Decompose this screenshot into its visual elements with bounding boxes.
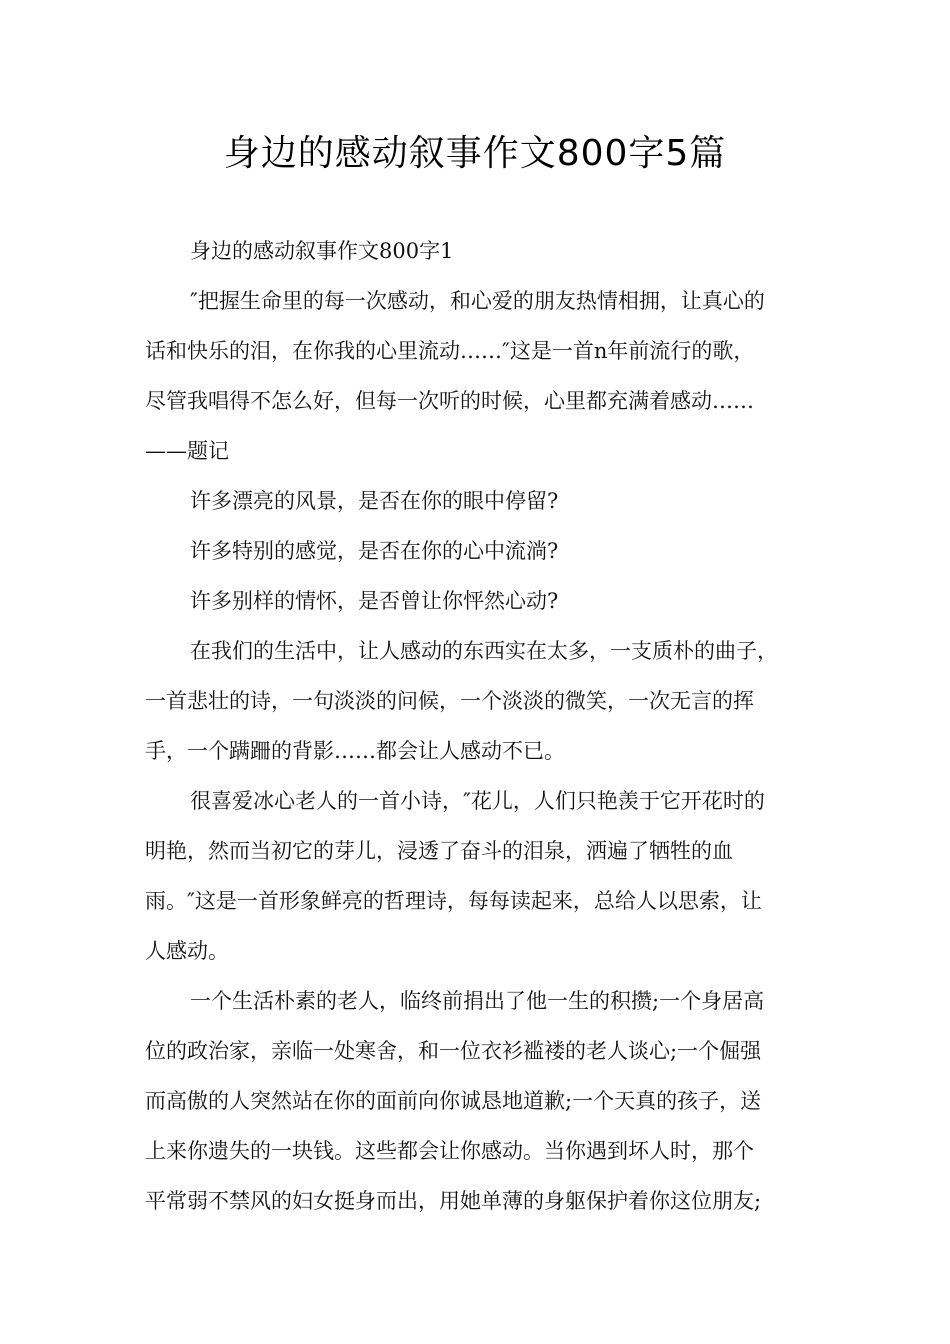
text-line: 许多漂亮的风景，是否在你的眼中停留? [190,489,559,513]
text-line: 很喜爱冰心老人的一首小诗，″花儿，人们只艳羡于它开花时的 [190,789,765,813]
text-line: 一首悲壮的诗，一句淡淡的问候，一个淡淡的微笑，一次无言的挥 [145,689,754,713]
text-line: 一个生活朴素的老人，临终前捐出了他一生的积攒;一个身居高 [190,989,765,1013]
text-line: 许多别样的情怀，是否曾让你怦然心动? [190,589,559,613]
text-line: 在我们的生活中，让人感动的东西实在太多，一支质朴的曲子， [190,639,778,663]
document-body [145,226,810,1226]
text-line: 上来你遗失的一块钱。这些都会让你感动。当你遇到坏人时，那个 [145,1139,754,1163]
text-line: 雨。″这是一首形象鲜亮的哲理诗，每每读起来，总给人以思索，让 [145,889,762,913]
text-line: 手，一个蹒跚的背影……都会让人感动不已。 [145,739,565,763]
text-line: 而高傲的人突然站在你的面前向你诚恳地道歉;一个天真的孩子，送 [145,1089,762,1113]
text-line: 话和快乐的泪，在你我的心里流动……″这是一首n年前流行的歌， [145,339,755,363]
text-line: ″把握生命里的每一次感动，和心爱的朋友热情相拥，让真心的 [190,289,765,313]
text-line: 人感动。 [145,939,229,963]
text-line: 许多特别的感觉，是否在你的心中流淌? [190,539,559,563]
text-line: 平常弱不禁风的妇女挺身而出，用她单薄的身躯保护着你这位朋友; [145,1189,762,1213]
text-line: 明艳，然而当初它的芽儿，浸透了奋斗的泪泉，洒遍了牺牲的血 [145,839,733,863]
text-line: 身边的感动叙事作文800字1 [190,239,454,263]
text-line: 位的政治家，亲临一处寒舍，和一位衣衫褴褛的老人谈心;一个倔强 [145,1039,762,1063]
text-line: ——题记 [145,439,229,463]
text-line: 尽管我唱得不怎么好，但每一次听的时候，心里都充满着感动…… [145,389,754,413]
document-title: 身边的感动叙事作文800字5篇 [223,133,727,174]
